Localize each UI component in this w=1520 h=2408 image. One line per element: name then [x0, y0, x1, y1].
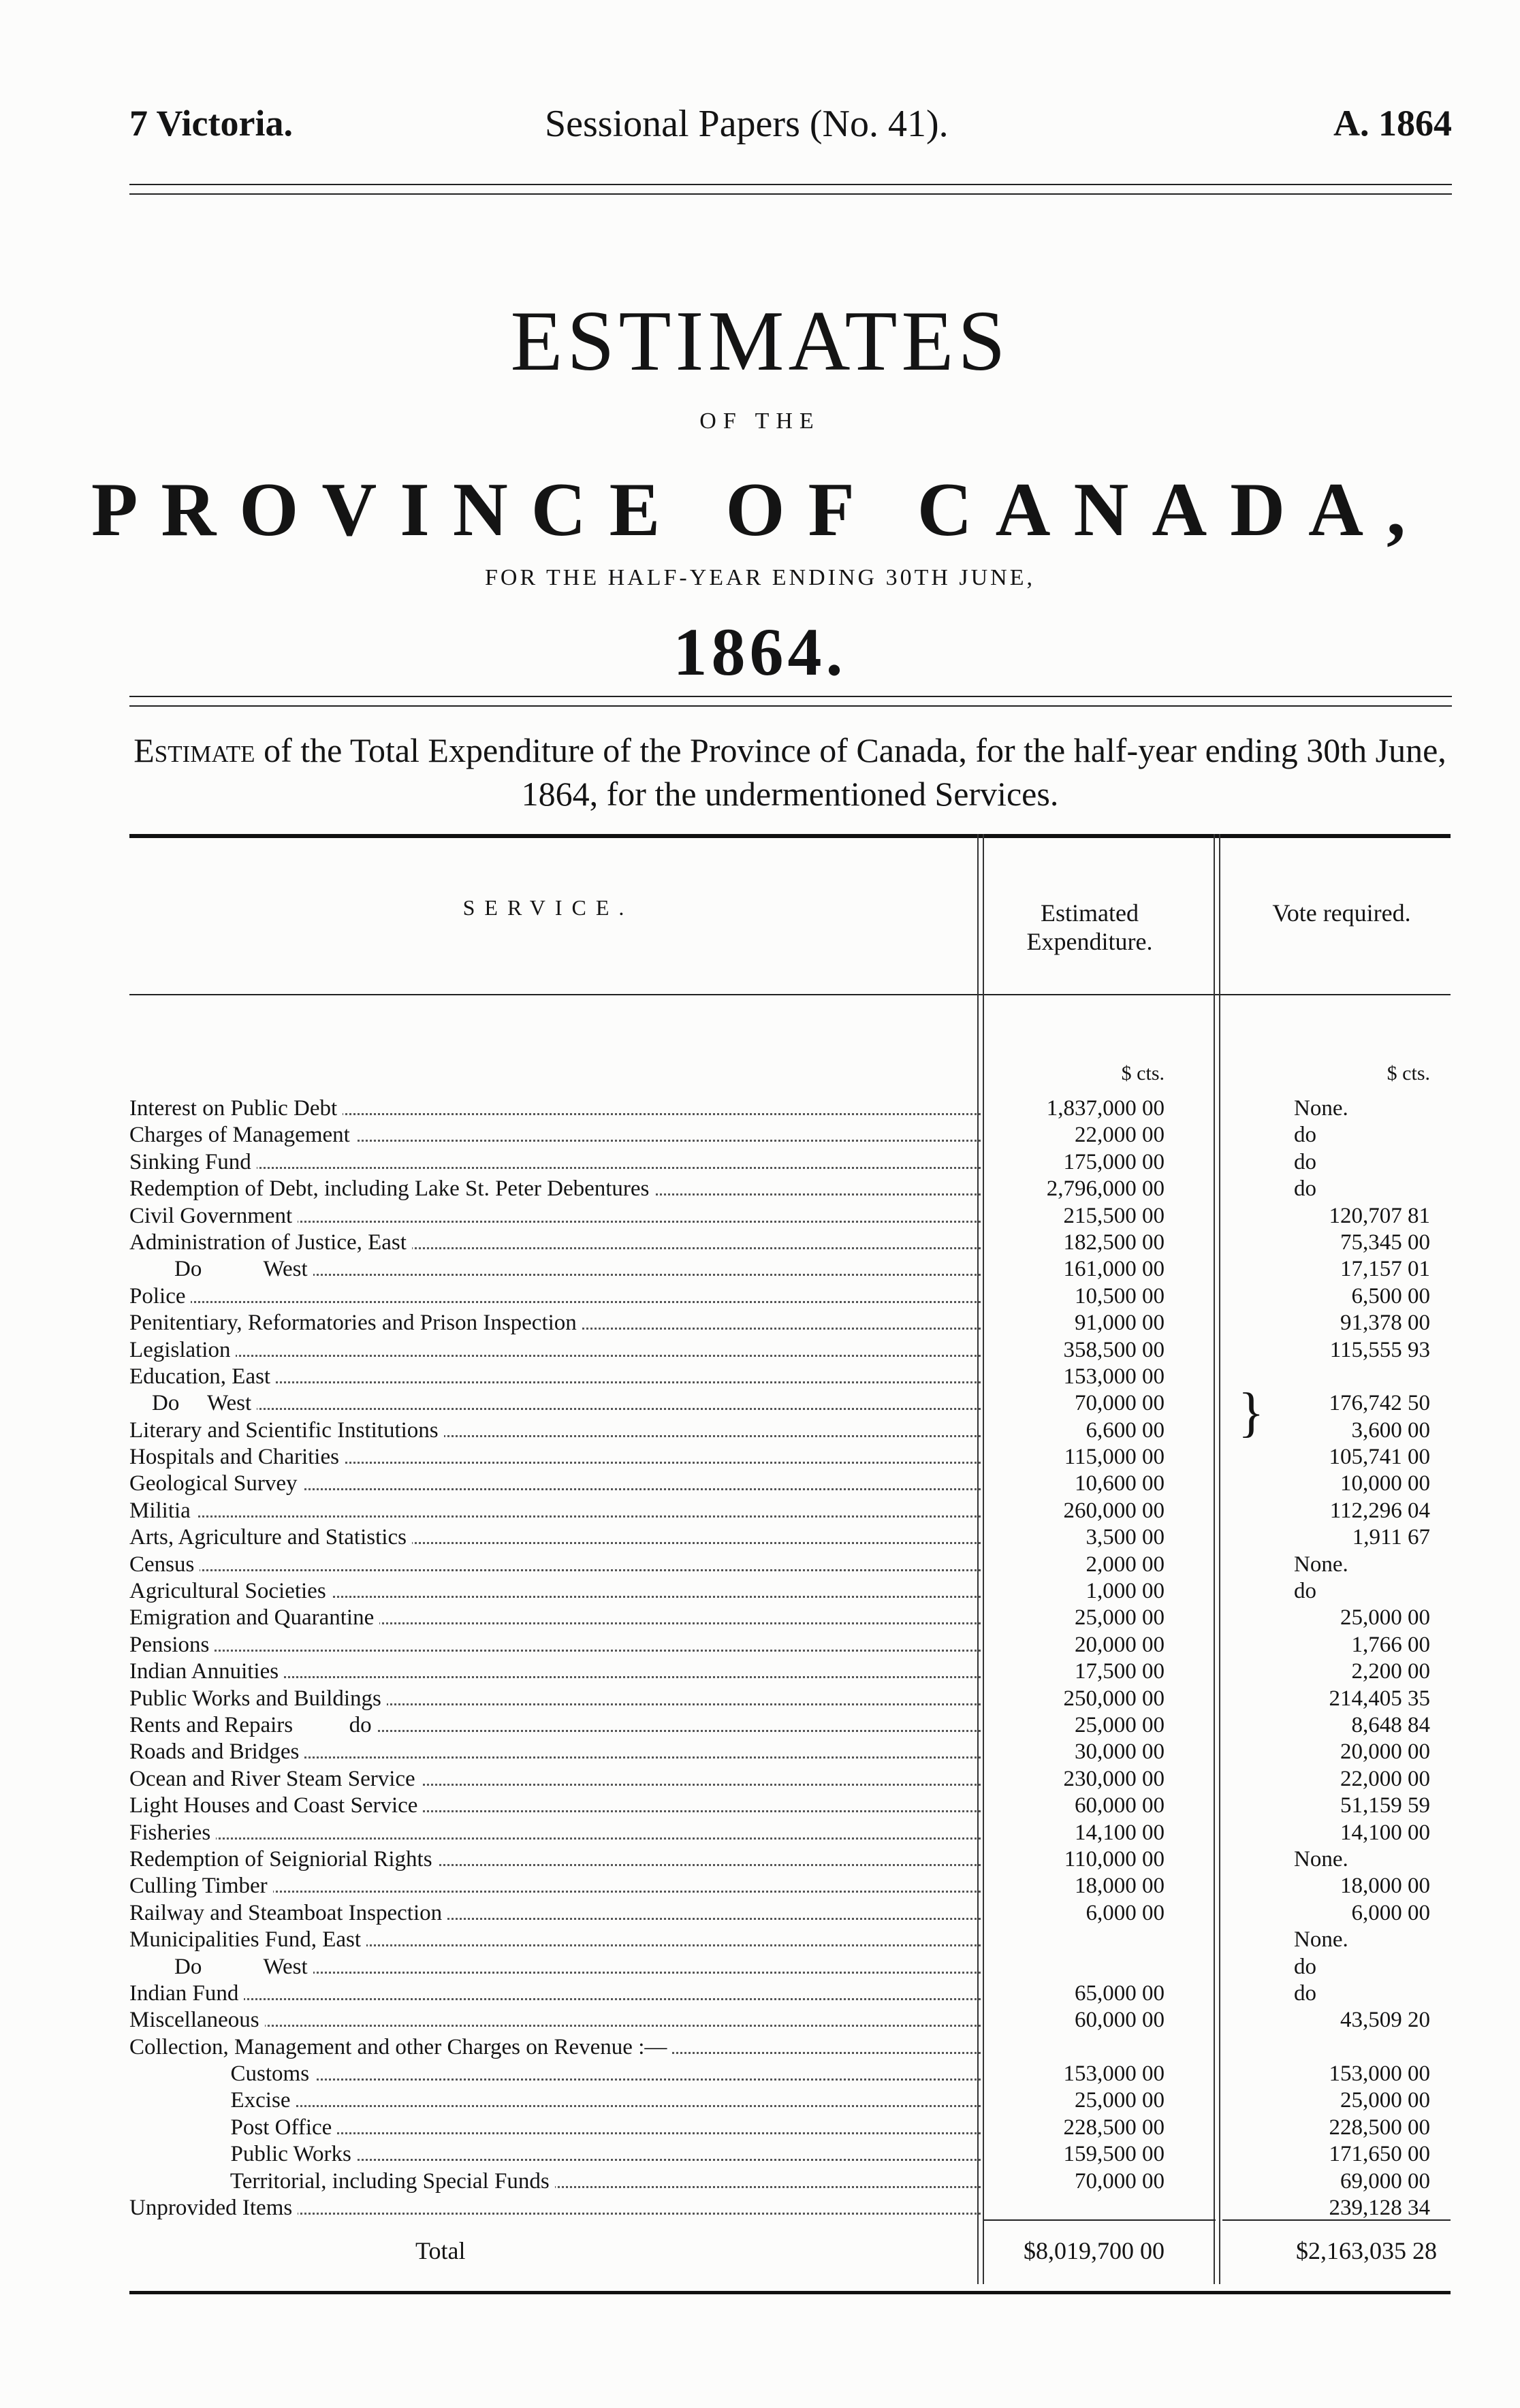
title-half-year: FOR THE HALF-YEAR ENDING 30TH JUNE, — [484, 565, 1035, 590]
vote-value: 51,159 59 — [1340, 1793, 1430, 1818]
table-row — [129, 1874, 1451, 1900]
service-text: Ocean and River Steam Service — [129, 1767, 421, 1791]
service-text: Interest on Public Debt — [129, 1096, 343, 1121]
table-row — [129, 1552, 1451, 1579]
service-text: Public Works and Buildings — [129, 1686, 387, 1711]
service-text: Arts, Agriculture and Statistics — [129, 1525, 412, 1550]
estimates-table — [129, 834, 1451, 2311]
title-of-the: OF THE — [699, 408, 821, 434]
service-label — [129, 1176, 981, 1202]
service-label — [129, 1767, 981, 1792]
table-row — [129, 1633, 1451, 1659]
leader-dots — [129, 1650, 981, 1652]
service-label — [129, 1123, 981, 1148]
vote-value: 25,000 00 — [1340, 1605, 1430, 1631]
units-vote: $ cts. — [1387, 1062, 1430, 1085]
estimated-value: 153,000 00 — [1063, 1364, 1165, 1389]
service-text: Rents and Repairs do — [129, 1713, 377, 1737]
estimated-value: 260,000 00 — [1063, 1498, 1165, 1523]
service-text: Hospitals and Charities — [129, 1445, 345, 1469]
vote-value: 239,128 34 — [1329, 2196, 1430, 2221]
service-text: Culling Timber — [129, 1874, 273, 1898]
table-bottom-rule — [129, 2291, 1451, 2294]
table-row — [129, 1767, 1451, 1793]
estimated-value: 10,500 00 — [1075, 1283, 1165, 1309]
header-rule-2 — [129, 193, 1452, 195]
estimated-value: 70,000 00 — [1075, 2168, 1165, 2194]
vote-value: 3,600 00 — [1351, 1417, 1430, 1443]
service-label — [129, 2196, 981, 2221]
service-text: Do West — [129, 1257, 313, 1281]
header-year: A. 1864 — [1333, 103, 1452, 144]
table-row — [129, 2169, 1451, 2196]
title-rule-2 — [129, 705, 1452, 707]
service-label — [129, 1284, 981, 1309]
table-row — [129, 1713, 1451, 1739]
estimated-value: 14,100 00 — [1075, 1820, 1165, 1845]
table-row — [129, 2035, 1451, 2061]
vote-value: 8,648 84 — [1351, 1712, 1430, 1737]
vote-value: None. — [1294, 1927, 1348, 1953]
table-row — [129, 1605, 1451, 1632]
vote-value: 6,000 00 — [1351, 1900, 1430, 1925]
service-text: Roads and Bridges — [129, 1739, 304, 1764]
service-text: Miscellaneous — [129, 2008, 265, 2032]
table-row — [129, 2142, 1451, 2168]
total-vote: $2,163,035 28 — [1296, 2237, 1437, 2264]
service-label — [129, 1686, 981, 1712]
service-text: Indian Annuities — [129, 1659, 284, 1684]
service-label — [129, 1257, 981, 1282]
leader-dots — [129, 1515, 981, 1518]
table-row — [129, 1686, 1451, 1713]
vote-value: 14,100 00 — [1340, 1820, 1430, 1845]
service-text: Light Houses and Coast Service — [129, 1793, 423, 1818]
service-text: Municipalities Fund, East — [129, 1927, 366, 1952]
estimated-value: 22,000 00 — [1075, 1123, 1165, 1148]
service-text: Militia — [129, 1498, 196, 1523]
service-text: Agricultural Societies — [129, 1579, 332, 1603]
total-row — [129, 2236, 1451, 2270]
service-label — [129, 2008, 981, 2033]
table-row — [129, 1311, 1451, 1337]
service-label — [129, 1820, 981, 1846]
service-label — [129, 1579, 981, 1604]
estimated-value: 228,500 00 — [1063, 2115, 1165, 2140]
estimated-value: 70,000 00 — [1075, 1391, 1165, 1416]
estimated-value: 25,000 00 — [1075, 1605, 1165, 1631]
service-label — [129, 2061, 981, 2087]
service-text: Do West — [129, 1955, 313, 1979]
estimated-value: 153,000 00 — [1063, 2061, 1165, 2087]
service-label — [129, 2035, 981, 2060]
estimated-value: 18,000 00 — [1075, 1874, 1165, 1899]
vote-value: do — [1294, 1954, 1316, 1979]
service-label — [129, 1150, 981, 1175]
table-top-rule — [129, 834, 1451, 838]
vote-value: do — [1294, 1149, 1316, 1174]
leader-dots — [129, 1998, 981, 2000]
service-text: Collection, Management and other Charges on Revenue :— — [129, 2035, 672, 2059]
service-text: Redemption of Debt, including Lake St. Peter Debentures — [129, 1176, 654, 1201]
vote-value: 17,157 01 — [1340, 1257, 1430, 1282]
table-row — [129, 1230, 1451, 1257]
service-label — [129, 1847, 981, 1872]
estimated-value: 161,000 00 — [1063, 1257, 1165, 1282]
service-label — [129, 1338, 981, 1363]
service-text: Sinking Fund — [129, 1150, 257, 1174]
header-session: 7 Victoria. — [129, 103, 293, 144]
table-row — [129, 1820, 1451, 1847]
estimated-value: 91,000 00 — [1075, 1311, 1165, 1336]
leader-dots — [129, 1569, 981, 1571]
service-text: Geological Survey — [129, 1471, 303, 1496]
service-label — [129, 2088, 981, 2113]
table-row — [129, 1659, 1451, 1686]
estimated-value: 65,000 00 — [1075, 1980, 1165, 2006]
service-text: Education, East — [129, 1364, 276, 1389]
title-year: 1864. — [673, 614, 847, 690]
service-text: Legislation — [129, 1338, 236, 1362]
table-row — [129, 1150, 1451, 1176]
service-text: Railway and Steamboat Inspection — [129, 1901, 447, 1925]
leader-dots — [129, 1408, 981, 1410]
service-text: Public Works — [129, 2142, 357, 2166]
service-label — [129, 1552, 981, 1577]
estimated-value: 2,796,000 00 — [1046, 1176, 1165, 1202]
service-label — [129, 1311, 981, 1336]
vote-value: 105,741 00 — [1329, 1445, 1430, 1470]
service-label — [129, 1230, 981, 1255]
service-label — [129, 1364, 981, 1390]
estimated-value: 110,000 00 — [1064, 1846, 1165, 1872]
table-row — [129, 1123, 1451, 1149]
vote-value: do — [1294, 1980, 1316, 2006]
service-label — [129, 1471, 981, 1496]
caption-lead: Estimate — [133, 731, 255, 769]
service-text: Pensions — [129, 1633, 215, 1657]
title-estimates: ESTIMATES — [510, 294, 1010, 389]
service-label — [129, 1605, 981, 1631]
table-row — [129, 1445, 1451, 1471]
service-text: Emigration and Quarantine — [129, 1605, 379, 1630]
column-header-estimated: Estimated Expenditure. — [1026, 899, 1153, 955]
service-text: Administration of Justice, East — [129, 1230, 412, 1255]
table-row — [129, 1176, 1451, 1203]
vote-value: 69,000 00 — [1340, 2168, 1430, 2194]
table-row — [129, 1498, 1451, 1525]
service-label — [129, 1525, 981, 1550]
total-label: Total — [415, 2237, 466, 2264]
service-label — [129, 2142, 981, 2167]
table-row — [129, 2088, 1451, 2115]
service-label — [129, 1498, 981, 1524]
service-text: Post Office — [129, 2115, 337, 2140]
service-text: Excise — [129, 2088, 296, 2113]
vote-value: 25,000 00 — [1340, 2088, 1430, 2113]
estimated-value: 25,000 00 — [1075, 2088, 1165, 2113]
vote-value: None. — [1294, 1846, 1348, 1872]
estimated-value: 175,000 00 — [1063, 1149, 1165, 1174]
table-row — [129, 1847, 1451, 1874]
total-rule-vote — [1222, 2219, 1451, 2221]
table-row — [129, 1981, 1451, 2008]
service-label — [129, 2115, 981, 2140]
vote-value: 1,911 67 — [1352, 1525, 1430, 1550]
service-text: Charges of Management — [129, 1123, 355, 1147]
vote-value: 20,000 00 — [1340, 1739, 1430, 1765]
total-rule-est — [984, 2219, 1216, 2221]
table-row — [129, 1901, 1451, 1927]
estimated-value: 215,500 00 — [1063, 1203, 1165, 1228]
units-est: $ cts. — [1121, 1062, 1165, 1085]
table-row — [129, 1096, 1451, 1123]
table-row — [129, 1525, 1451, 1552]
estimated-value: 250,000 00 — [1063, 1686, 1165, 1711]
service-text: Civil Government — [129, 1204, 298, 1228]
service-text: Indian Fund — [129, 1981, 244, 2006]
leader-dots — [129, 1837, 981, 1840]
service-text: Census — [129, 1552, 200, 1577]
service-label — [129, 1981, 981, 2006]
vote-value: 22,000 00 — [1340, 1766, 1430, 1791]
vote-value: 2,200 00 — [1351, 1659, 1430, 1684]
estimated-value: 358,500 00 — [1063, 1337, 1165, 1362]
vote-value: do — [1294, 1579, 1316, 1604]
estimated-value: 159,500 00 — [1063, 2142, 1165, 2167]
service-label — [129, 1927, 981, 1953]
vote-value: 10,000 00 — [1340, 1471, 1430, 1496]
vote-value: 91,378 00 — [1340, 1311, 1430, 1336]
vote-value: 112,296 04 — [1329, 1498, 1430, 1523]
vote-value: 176,742 50 — [1329, 1391, 1430, 1416]
total-estimated: $8,019,700 00 — [1024, 2237, 1165, 2264]
caption-text: of the Total Expenditure of the Province of Canada, for the half-year ending 30th June, 1864, for the undermentioned Services. — [264, 731, 1446, 813]
column-header-vote: Vote required. — [1272, 899, 1411, 927]
education-brace: } — [1238, 1383, 1265, 1443]
service-text: Police — [129, 1284, 191, 1309]
vote-value: 18,000 00 — [1340, 1874, 1430, 1899]
estimated-value: 6,000 00 — [1086, 1900, 1165, 1925]
table-row — [129, 2196, 1451, 2222]
service-label — [129, 1901, 981, 1926]
leader-dots — [129, 1167, 981, 1169]
service-label — [129, 1739, 981, 1765]
service-text: Do West — [129, 1391, 257, 1415]
table-row — [129, 2061, 1451, 2088]
table-row — [129, 1927, 1451, 1954]
vote-value: 43,509 20 — [1340, 2008, 1430, 2033]
service-label — [129, 2169, 981, 2194]
estimated-value: 230,000 00 — [1063, 1766, 1165, 1791]
estimated-value: 20,000 00 — [1075, 1632, 1165, 1657]
service-text: Literary and Scientific Institutions — [129, 1418, 444, 1443]
service-label — [129, 1418, 981, 1443]
estimated-value: 182,500 00 — [1063, 1230, 1165, 1255]
service-label — [129, 1391, 981, 1416]
table-row — [129, 1257, 1451, 1283]
service-label — [129, 1713, 981, 1738]
service-label — [129, 1955, 981, 1980]
table-row — [129, 1284, 1451, 1311]
units-row — [129, 1062, 1451, 1089]
service-text: Territorial, including Special Funds — [129, 2169, 555, 2194]
service-text: Customs — [129, 2061, 315, 2086]
vote-value: 120,707 81 — [1329, 1203, 1430, 1228]
table-row — [129, 1739, 1451, 1766]
vote-value: do — [1294, 1176, 1316, 1202]
estimated-value: 2,000 00 — [1086, 1552, 1165, 1577]
leader-dots — [129, 1301, 981, 1303]
service-text: Unprovided Items — [129, 2196, 298, 2220]
vote-value: 6,500 00 — [1351, 1283, 1430, 1309]
column-header-service: SERVICE. — [462, 895, 634, 920]
estimated-value: 10,600 00 — [1075, 1471, 1165, 1496]
table-row — [129, 1338, 1451, 1364]
estimated-value: 60,000 00 — [1075, 1793, 1165, 1818]
title-province: PROVINCE OF CANADA, — [91, 468, 1429, 552]
table-row — [129, 1955, 1451, 1981]
service-label — [129, 1445, 981, 1470]
service-label — [129, 1874, 981, 1899]
table-row — [129, 1793, 1451, 1820]
page-header — [129, 102, 1452, 157]
service-text: Redemption of Seigniorial Rights — [129, 1847, 438, 1872]
vote-value: 153,000 00 — [1329, 2061, 1430, 2087]
leader-dots — [129, 1355, 981, 1357]
estimated-value: 17,500 00 — [1075, 1659, 1165, 1684]
vote-value: do — [1294, 1123, 1316, 1148]
service-label — [129, 1659, 981, 1684]
estimated-value: 3,500 00 — [1086, 1525, 1165, 1550]
header-sessional-papers: Sessional Papers (No. 41). — [545, 103, 949, 145]
vote-value: 115,555 93 — [1329, 1337, 1430, 1362]
estimated-value: 1,837,000 00 — [1046, 1096, 1165, 1121]
vote-value: 171,650 00 — [1329, 2142, 1430, 2167]
service-label — [129, 1096, 981, 1121]
table-row — [129, 2008, 1451, 2034]
vote-value: None. — [1294, 1552, 1348, 1577]
service-text: Fisheries — [129, 1820, 216, 1845]
title-rule — [129, 696, 1452, 697]
service-label — [129, 1793, 981, 1818]
estimated-value: 6,600 00 — [1086, 1417, 1165, 1443]
estimated-value: 30,000 00 — [1075, 1739, 1165, 1765]
vote-value: 1,766 00 — [1351, 1632, 1430, 1657]
vote-value: 228,500 00 — [1329, 2115, 1430, 2140]
estimated-value: 115,000 00 — [1064, 1445, 1165, 1470]
service-text: Penitentiary, Reformatories and Prison Inspection — [129, 1311, 582, 1335]
table-caption — [123, 728, 1457, 816]
table-body — [129, 1096, 1451, 2222]
vote-value: 75,345 00 — [1340, 1230, 1430, 1255]
estimated-value: 25,000 00 — [1075, 1712, 1165, 1737]
service-label — [129, 1204, 981, 1229]
service-label — [129, 1633, 981, 1658]
estimated-value: 60,000 00 — [1075, 2008, 1165, 2033]
header-rule — [129, 184, 1452, 185]
vote-value: 214,405 35 — [1329, 1686, 1430, 1711]
table-head-rule — [129, 994, 1451, 995]
table-row — [129, 1579, 1451, 1605]
estimated-value: 1,000 00 — [1086, 1579, 1165, 1604]
table-row — [129, 1204, 1451, 1230]
vote-value: None. — [1294, 1096, 1348, 1121]
table-row — [129, 2115, 1451, 2142]
table-row — [129, 1471, 1451, 1498]
